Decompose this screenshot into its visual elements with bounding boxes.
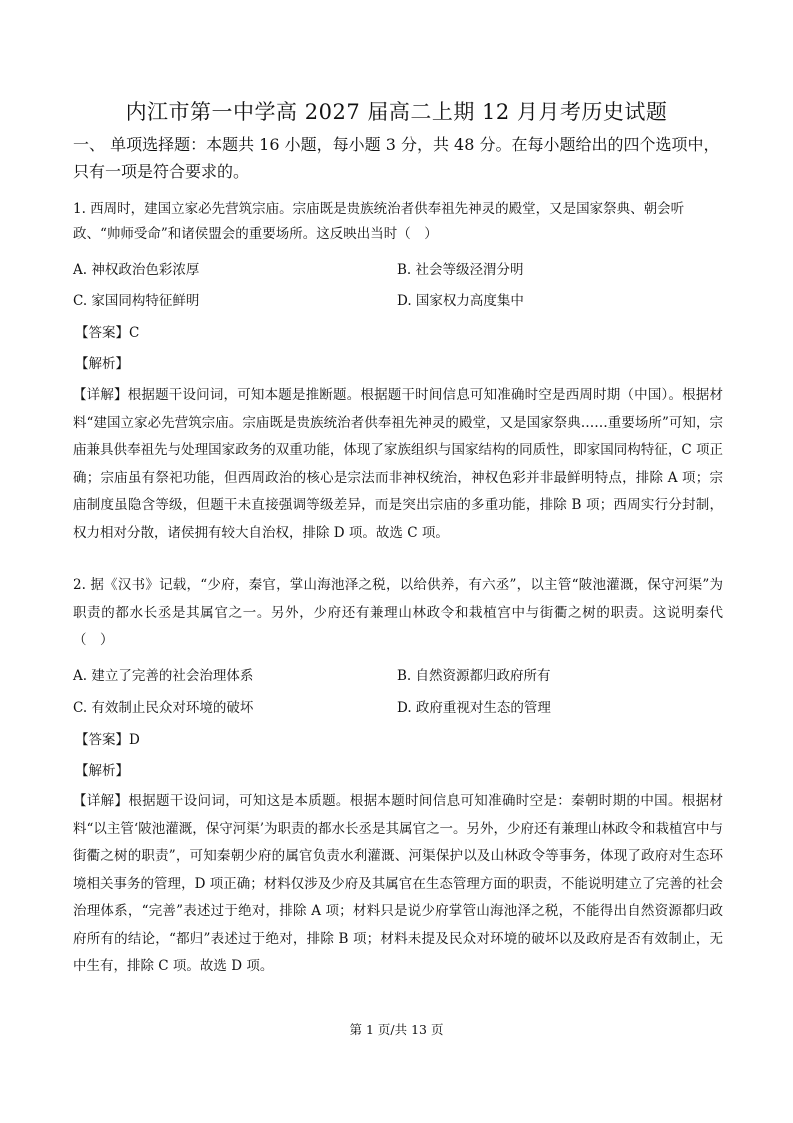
section-heading: 一、 单项选择题：本题共 16 小题，每小题 3 分，共 48 分。在每小题给出的四个选项中，只有一项是符合要求的。 xyxy=(73,135,720,181)
question-1-stem: 1. 西周时，建国立家必先营筑宗庙。宗庙既是贵族统治者供奉祖先神灵的殿堂，又是国家祭典、朝会听政、“帅师受命”和诸侯盟会的重要场所。这反映出当时（ ） xyxy=(73,201,685,242)
question-1-option-c: C. 家国同构特征鲜明 xyxy=(73,293,200,309)
question-2-answer: 【答案】D xyxy=(75,732,140,748)
page-title: 内江市第一中学高 2027 届高二上期 12 月月考历史试题 xyxy=(125,100,668,124)
question-2-option-d: D. 政府重视对生态的管理 xyxy=(397,700,551,716)
question-1-analysis-label: 【解析】 xyxy=(75,356,129,372)
question-2-option-c: C. 有效制止民众对环境的破坏 xyxy=(73,700,254,716)
question-2-stem: 2. 据《汉书》记载，“少府，秦官，掌山海池泽之税，以给供养，有六丞”，以主管“陂池灌溉，保守河渠”为职责的都水长丞是其属官之一。另外，少府还有兼理山林政令和栽植宫中与街衢之树的职责。这说明秦代（ ） xyxy=(73,577,723,648)
question-1-answer: 【答案】C xyxy=(75,325,140,341)
question-1-detail: 【详解】根据题干设问词，可知本题是推断题。根据题干时间信息可知准确时空是西周时期（中国）。根据材料“建国立家必先营筑宗庙。宗庙既是贵族统治者供奉祖先神灵的殿堂，又是国家祭典……重要场所”可知，宗庙兼具供奉祖先与处理国家政务的双重功能，体现了家族组织与国家结构的同质性，即家国同构特征，C 项正确；宗庙虽有祭祀功能，但西周政治的核心是宗法而非神权统治，神权色彩并非最鲜明特点，排除 A 项；宗庙制度虽隐含等级，但题干未直接强调等级差异，而是突出宗庙的多重功能，排除 B 项；西周实行分封制，权力相对分散，诸侯拥有较大自治权，排除 D 项。故选 C 项。 xyxy=(73,387,723,541)
page-footer: 第 1 页/共 13 页 xyxy=(349,1022,444,1037)
question-2-option-b: B. 自然资源都归政府所有 xyxy=(397,668,551,684)
question-2-detail: 【详解】根据题干设问词，可知这是本质题。根据本题时间信息可知准确时空是：秦朝时期的中国。根据材料“以主管‘陂池灌溉，保守河渠’为职责的都水长丞是其属官之一。另外，少府还有兼理山林政令和栽植宫中与街衢之树的职责”，可知秦朝少府的属官负责水利灌溉、河渠保护以及山林政令等事务，体现了政府对生态环境相关事务的管理，D 项正确；材料仅涉及少府及其属官在生态管理方面的职责，不能说明建立了完善的社会治理体系，“完善”表述过于绝对，排除 A 项；材料只是说少府掌管山海池泽之税，不能得出自然资源都归政府所有的结论，“都归”表述过于绝对，排除 B 项；材料未提及民众对环境的破坏以及政府是否有效制止，无中生有，排除 C 项。故选 D 项。 xyxy=(73,793,723,974)
question-1-option-b: B. 社会等级泾渭分明 xyxy=(397,262,524,278)
question-2-analysis-label: 【解析】 xyxy=(75,763,129,779)
question-1-option-a: A. 神权政治色彩浓厚 xyxy=(73,262,200,278)
question-1-option-d: D. 国家权力高度集中 xyxy=(397,293,524,309)
question-2-option-a: A. 建立了完善的社会治理体系 xyxy=(73,668,254,684)
